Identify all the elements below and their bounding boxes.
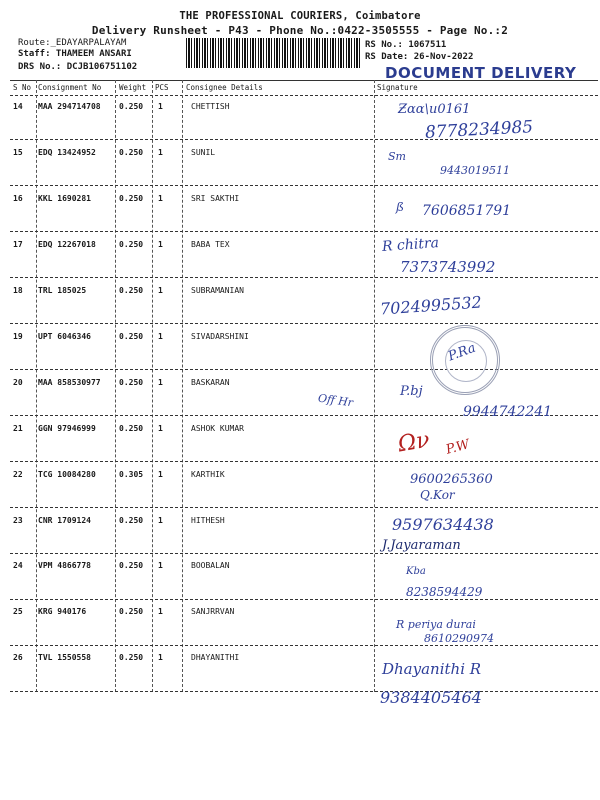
table-row (10, 332, 598, 377)
handwritten-phone-24: 8238594429 (406, 585, 483, 599)
handwritten-phone-17: 7373743992 (400, 258, 496, 276)
table-header-divider (10, 95, 598, 96)
row-consignment: KKL 1690281 (38, 194, 91, 203)
table-header (10, 82, 598, 94)
row-pcs: 1 (158, 653, 163, 662)
row-pcs: 1 (158, 148, 163, 157)
signature-21: Ων (396, 427, 432, 458)
row-pcs: 1 (158, 102, 163, 111)
handwritten-phone-26: 9384405464 (380, 688, 482, 707)
row-divider (10, 231, 598, 232)
handwritten-phone-18: 7024995532 (379, 292, 483, 319)
row-consignee: BASKARAN (191, 378, 230, 387)
signature-16: ß (396, 200, 405, 214)
row-pcs: 1 (158, 332, 163, 341)
drs-number: DRS No.: DCJB106751102 (18, 62, 138, 72)
signature-14: Ƶαα\u0161 (398, 102, 471, 117)
row-consignment: GGN 97946999 (38, 424, 96, 433)
row-pcs: 1 (158, 378, 163, 387)
table-row (10, 424, 598, 469)
row-pcs: 1 (158, 470, 163, 479)
row-weight: 0.250 (119, 148, 144, 157)
row-divider (10, 553, 598, 554)
company-seal (430, 325, 500, 395)
handwritten-phone-22: 9600265360 (410, 472, 493, 487)
row-consignee: KARTHIK (191, 470, 225, 479)
table-top-border (10, 80, 598, 81)
col-consignee: Consignee Details (186, 83, 263, 92)
row-pcs: 1 (158, 424, 163, 433)
row-consignment: VPM 4866778 (38, 561, 91, 570)
row-sno: 17 (13, 240, 23, 249)
row-weight: 0.305 (119, 470, 144, 479)
col-weight: Weight (119, 83, 147, 92)
signature-20: P.bj (400, 384, 423, 399)
staff-label: Staff: THAMEEM ANSARI (18, 49, 132, 59)
row-divider (10, 369, 598, 370)
row-pcs: 1 (158, 561, 163, 570)
row-consignee: BABA TEX (191, 240, 230, 249)
col-pcs: PCS (155, 83, 169, 92)
row-divider (10, 599, 598, 600)
table-row (10, 470, 598, 515)
col-consignment: Consignment No (38, 83, 102, 92)
row-sno: 26 (13, 653, 23, 662)
row-weight: 0.250 (119, 516, 144, 525)
handwritten-name-25: R periya durai (396, 618, 476, 631)
route-label: Route:_EDAYARPALAYAM (18, 38, 127, 48)
document-delivery-stamp: DOCUMENT DELIVERY (385, 64, 577, 82)
row-sno: 24 (13, 561, 23, 570)
row-consignment: EDQ 12267018 (38, 240, 96, 249)
col-signature: Signature (377, 83, 418, 92)
row-consignee: SUBRAMANIAN (191, 286, 244, 295)
row-consignment: UPT 6046346 (38, 332, 91, 341)
table-row (10, 240, 598, 285)
row-sno: 20 (13, 378, 23, 387)
handwritten-phone-21: 9944742241 (463, 404, 553, 420)
row-consignee: ASHOK KUMAR (191, 424, 244, 433)
table-row (10, 286, 598, 331)
row-pcs: 1 (158, 516, 163, 525)
col-sno: S No (13, 83, 32, 92)
row-consignment: TVL 1550558 (38, 653, 91, 662)
row-weight: 0.250 (119, 240, 144, 249)
handwritten-phone-23: 9597634438 (392, 515, 494, 534)
row-consignee: SANJRRVAN (191, 607, 235, 616)
row-divider (10, 461, 598, 462)
row-sno: 22 (13, 470, 23, 479)
row-weight: 0.250 (119, 378, 144, 387)
row-weight: 0.250 (119, 102, 144, 111)
row-consignment: TCG 10084280 (38, 470, 96, 479)
row-divider (10, 691, 598, 692)
handwritten-phone-15: 9443019511 (440, 164, 510, 177)
row-weight: 0.250 (119, 332, 144, 341)
row-weight: 0.250 (119, 424, 144, 433)
row-consignee: DHAYANITHI (191, 653, 240, 662)
row-weight: 0.250 (119, 194, 144, 203)
row-weight: 0.250 (119, 607, 144, 616)
signature-15: Sm (388, 150, 406, 163)
rs-number: RS No.: 1067511 (365, 40, 447, 50)
row-sno: 15 (13, 148, 23, 157)
row-sno: 16 (13, 194, 23, 203)
row-divider (10, 645, 598, 646)
barcode (186, 38, 360, 68)
row-sno: 14 (13, 102, 23, 111)
row-consignee: SUNIL (191, 148, 216, 157)
runsheet-title: Delivery Runsheet - P43 - Phone No.:0422-3505555 - Page No.:2 (91, 24, 509, 37)
row-consignee: SIVADARSHINI (191, 332, 249, 341)
row-divider (10, 139, 598, 140)
row-divider (10, 507, 598, 508)
row-consignee: HITHESH (191, 516, 225, 525)
row-consignment: MAA 294714708 (38, 102, 101, 111)
row-divider (10, 323, 598, 324)
handwritten-note-20: Off Hr (317, 391, 354, 410)
row-sno: 23 (13, 516, 23, 525)
handwritten-name-17: R chitra (381, 235, 440, 255)
row-divider (10, 185, 598, 186)
row-sno: 18 (13, 286, 23, 295)
row-sno: 19 (13, 332, 23, 341)
row-weight: 0.250 (119, 286, 144, 295)
handwritten-phone-25: 8610290974 (424, 632, 494, 645)
handwritten-phone-14: 8778234985 (424, 117, 534, 143)
row-consignment: MAA 858530977 (38, 378, 101, 387)
handwritten-phone-16: 7606851791 (422, 203, 512, 219)
signature-22: Q.Kor (420, 488, 455, 502)
signature-24: Kba (406, 566, 426, 577)
row-consignment: KRG 940176 (38, 607, 87, 616)
row-sno: 25 (13, 607, 23, 616)
row-sno: 21 (13, 424, 23, 433)
row-consignment: EDQ 13424952 (38, 148, 96, 157)
row-weight: 0.250 (119, 561, 144, 570)
handwritten-name-26: Dhayanithi R (382, 660, 482, 678)
rs-date: RS Date: 26-Nov-2022 (365, 52, 474, 62)
company-title: THE PROFESSIONAL COURIERS, Coimbatore (179, 10, 421, 22)
row-divider (10, 277, 598, 278)
row-pcs: 1 (158, 240, 163, 249)
row-weight: 0.250 (119, 653, 144, 662)
row-consignee: SRI SAKTHI (191, 194, 240, 203)
table-row (10, 516, 598, 561)
signature-21b: P.W (444, 437, 472, 458)
row-consignment: TRL 185025 (38, 286, 87, 295)
row-pcs: 1 (158, 194, 163, 203)
row-consignee: CHETTISH (191, 102, 230, 111)
row-pcs: 1 (158, 286, 163, 295)
row-pcs: 1 (158, 607, 163, 616)
signature-19: P.Ra (446, 340, 478, 365)
handwritten-name-23: J.Jayaraman (382, 538, 461, 553)
row-consignment: CNR 1709124 (38, 516, 91, 525)
row-consignee: BOOBALAN (191, 561, 230, 570)
